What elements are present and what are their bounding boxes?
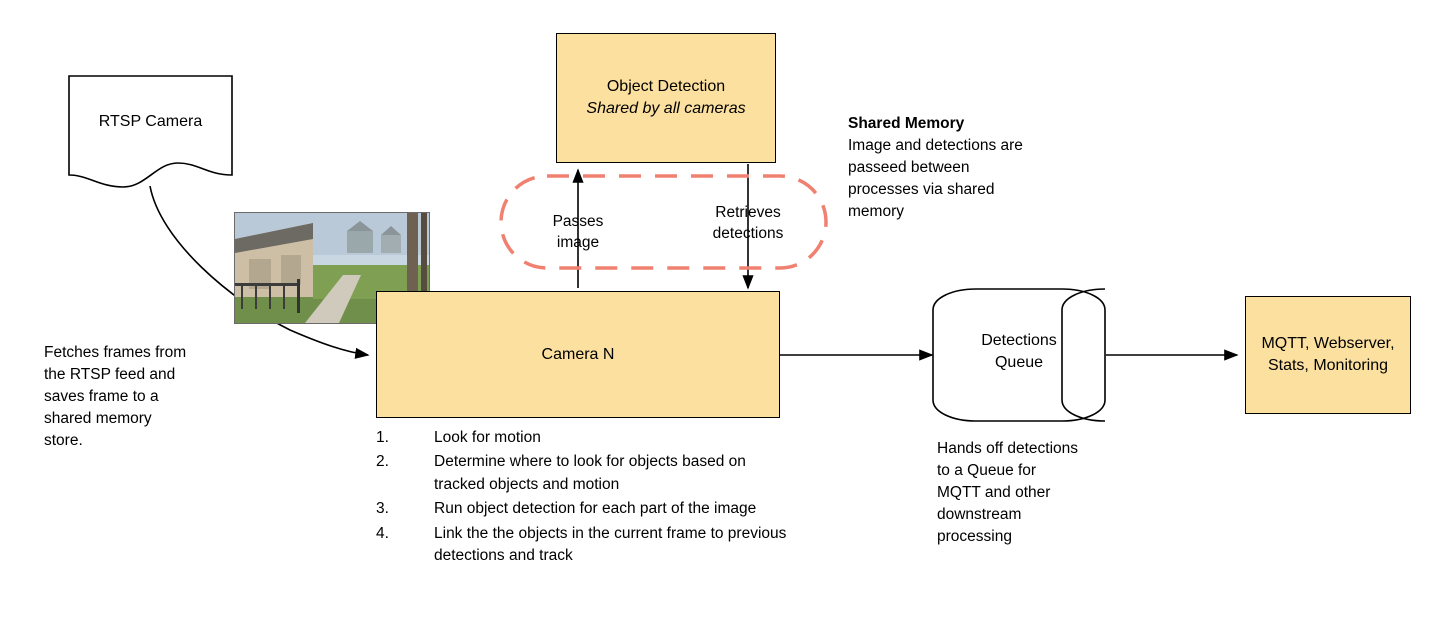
retrieves-detections-line1: Retrieves (715, 204, 781, 221)
rtsp-note-line-1: Fetches frames from (44, 344, 187, 361)
shared-memory-note-title: Shared Memory (848, 115, 965, 132)
note-rtsp-fetch (44, 342, 244, 452)
rtsp-note-line-5: store. (44, 432, 83, 449)
shared-memory-note-line-4: memory (848, 203, 904, 220)
shared-memory-note-line-1: Image and detections are (848, 137, 1023, 154)
edge-label-retrieves-detections (690, 203, 806, 245)
detections-queue-label (932, 330, 1106, 373)
node-detections-queue[interactable] (932, 288, 1106, 422)
passes-image-line1: Passes (552, 213, 604, 230)
edge-label-passes-image (526, 212, 630, 254)
camera-step-text: Look for motion (434, 429, 541, 446)
outputs-label-line2: Stats, Monitoring (1267, 357, 1389, 374)
shared-memory-note-line-2: passeed between (848, 159, 970, 176)
passes-image-line2: image (556, 233, 600, 251)
rtsp-note-line-3: saves frame to a (44, 388, 159, 405)
camera-step-number: 4. (376, 524, 389, 542)
camera-step-row (376, 451, 796, 498)
camera-step-number: 1. (376, 429, 389, 446)
rtsp-camera-label: RTSP Camera (98, 113, 203, 130)
detections-queue-label-line2: Queue (994, 353, 1044, 371)
shared-memory-note-line-3: processes via shared (848, 181, 995, 198)
note-queue-handoff (937, 438, 1137, 548)
node-camera-n[interactable] (376, 291, 780, 418)
object-detection-label: Object Detection (606, 78, 726, 96)
camera-n-label: Camera N (541, 345, 615, 363)
node-rtsp-camera[interactable] (68, 75, 233, 193)
outputs-label-line1: MQTT, Webserver, (1261, 335, 1395, 353)
camera-step-number: 3. (376, 500, 389, 518)
camera-step-row (376, 523, 796, 570)
note-shared-memory (848, 113, 1078, 223)
camera-step-number: 2. (376, 453, 389, 471)
node-outputs[interactable] (1245, 296, 1411, 414)
detections-queue-label-line1: Detections (981, 332, 1057, 349)
object-detection-sublabel: Shared by all cameras (586, 100, 746, 117)
node-object-detection[interactable] (556, 33, 776, 163)
camera-step-row (376, 498, 796, 522)
camera-step-text: Link the the objects in the current frame to previous detections and track (434, 524, 787, 565)
queue-note-line-2: to a Queue for (937, 462, 1037, 479)
queue-note-line-3: MQTT and other (937, 484, 1051, 501)
queue-note-line-5: processing (937, 528, 1012, 545)
rtsp-note-line-2: the RTSP feed and (44, 366, 176, 383)
document-shape-icon (68, 75, 233, 193)
retrieves-detections-line2: detections (712, 224, 784, 242)
rtsp-note-line-4: shared memory (44, 410, 152, 427)
queue-note-line-1: Hands off detections (937, 440, 1079, 457)
camera-step-text: Determine where to look for objects based on tracked objects and motion (434, 453, 746, 493)
camera-step-text: Run object detection for each part of the image (434, 500, 757, 518)
camera-steps-list (376, 427, 796, 570)
queue-note-line-4: downstream (937, 506, 1022, 523)
camera-step-row (376, 427, 796, 451)
